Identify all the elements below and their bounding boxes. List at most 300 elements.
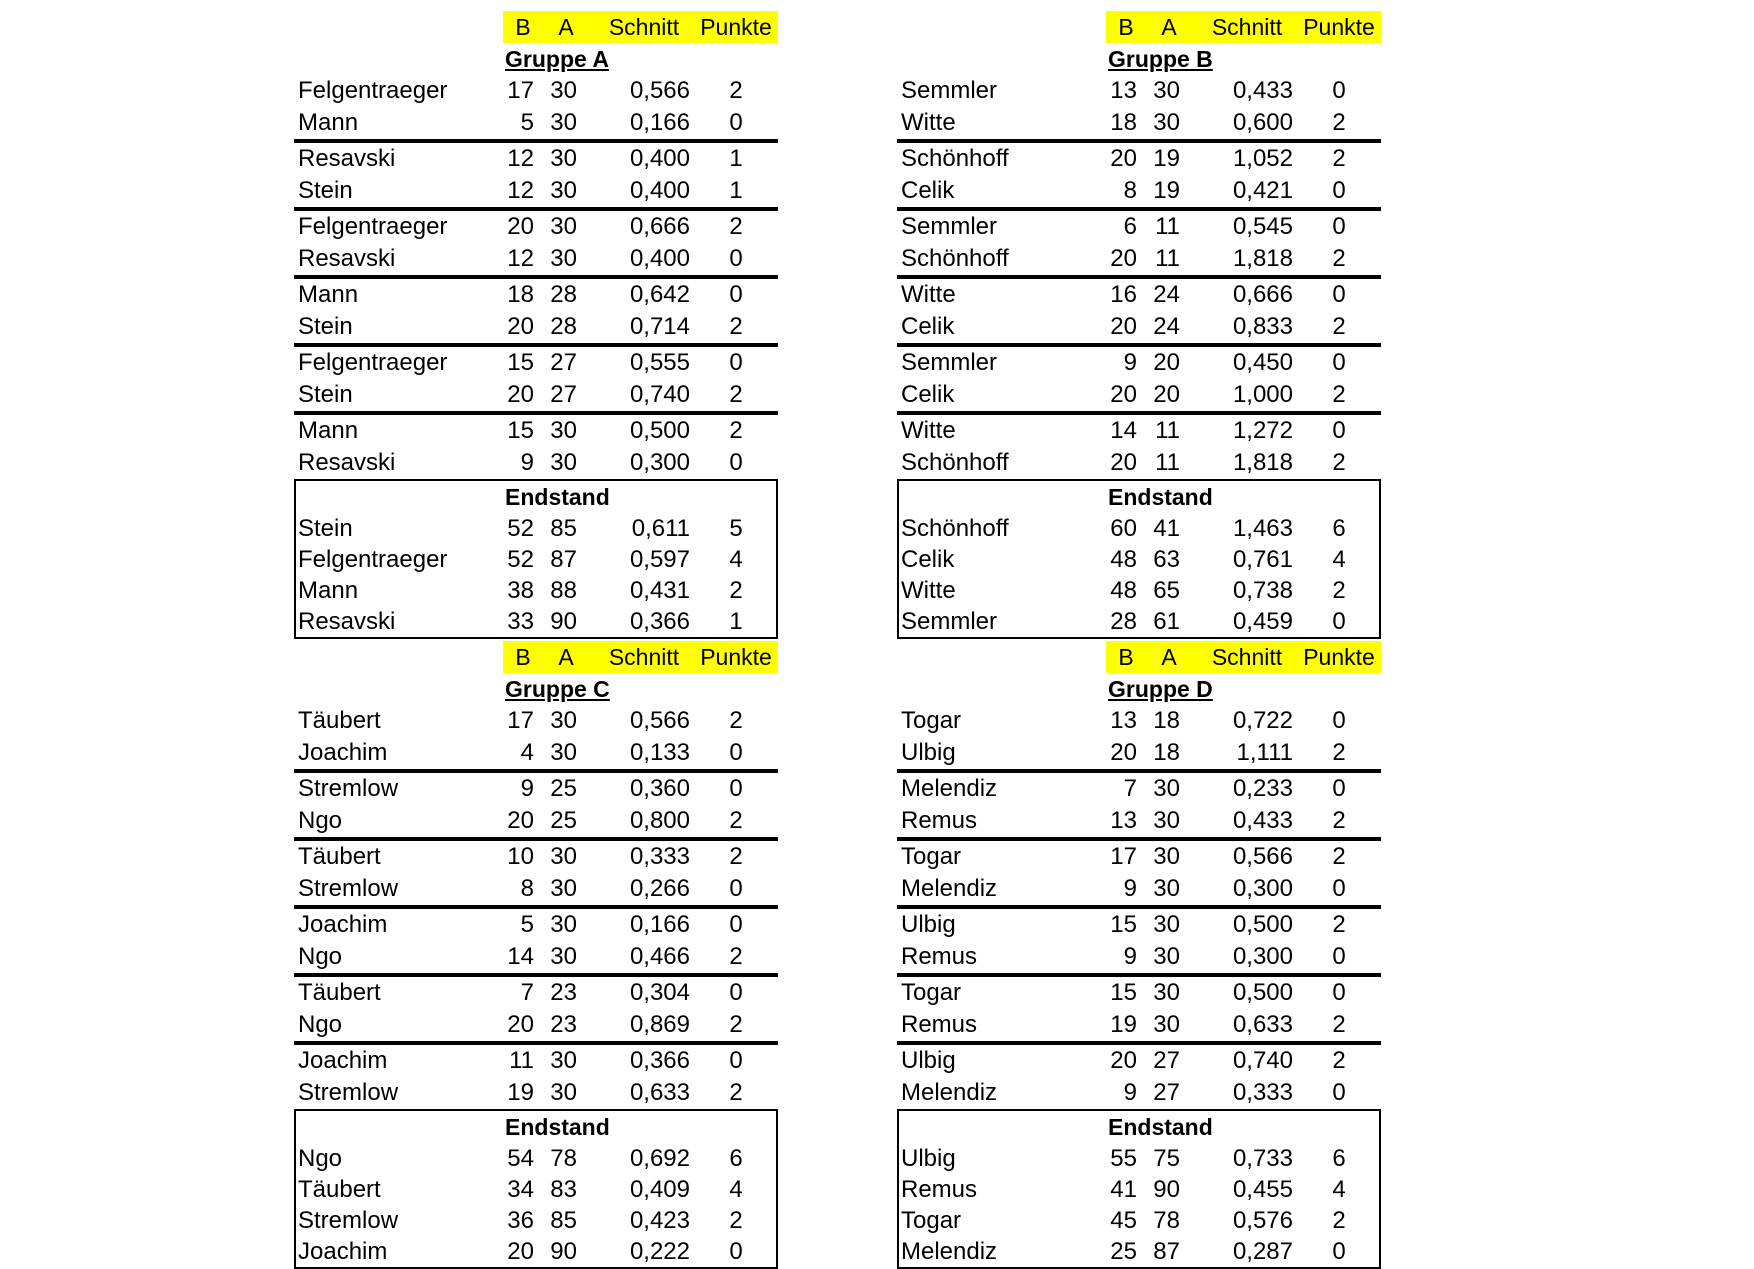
group-title	[294, 673, 778, 705]
a-value: 30	[550, 875, 577, 902]
punkte-value: 0	[1332, 281, 1346, 308]
table-row	[897, 107, 1381, 139]
punkte-value: 0	[729, 979, 743, 1006]
schnitt-value: 0,761	[1232, 546, 1293, 573]
schnitt-value: 0,233	[1232, 775, 1293, 802]
header-schnitt: Schnitt	[1211, 644, 1283, 670]
punkte-value: 2	[1332, 145, 1346, 172]
player-name: Ngo	[298, 807, 343, 834]
b-value: 28	[1110, 608, 1137, 635]
player-name: Mann	[298, 577, 359, 604]
player-name: Schönhoff	[901, 449, 1009, 476]
punkte-value: 2	[1332, 449, 1346, 476]
punkte-value: 2	[1332, 313, 1346, 340]
schnitt-value: 0,800	[629, 807, 690, 834]
match-block	[897, 909, 1381, 977]
a-value: 30	[550, 739, 577, 766]
punkte-value: 0	[1332, 707, 1346, 734]
match-block	[897, 143, 1381, 211]
b-value: 60	[1110, 515, 1137, 542]
a-value: 30	[1153, 1011, 1180, 1038]
table-row	[294, 415, 778, 447]
match-block	[294, 773, 778, 841]
match-block	[294, 347, 778, 415]
b-value: 20	[1110, 381, 1137, 408]
b-value: 55	[1110, 1145, 1137, 1172]
match-block	[294, 211, 778, 279]
punkte-value: 2	[1332, 911, 1346, 938]
schnitt-value: 0,287	[1232, 1238, 1293, 1265]
b-value: 9	[1123, 1079, 1137, 1106]
table-row	[897, 447, 1381, 479]
table-row	[899, 1143, 1379, 1174]
player-name: Stremlow	[298, 875, 399, 902]
schnitt-value: 0,733	[1232, 1145, 1293, 1172]
punkte-value: 2	[729, 1079, 743, 1106]
table-row	[897, 75, 1381, 107]
b-value: 9	[1123, 943, 1137, 970]
match-block	[897, 705, 1381, 773]
punkte-value: 0	[1332, 775, 1346, 802]
punkte-value: 0	[729, 245, 743, 272]
punkte-value: 0	[729, 739, 743, 766]
player-name: Witte	[901, 281, 956, 308]
table-row	[897, 941, 1381, 973]
schnitt-value: 0,833	[1232, 313, 1293, 340]
punkte-value: 0	[729, 911, 743, 938]
schnitt-value: 1,818	[1232, 245, 1293, 272]
a-value: 24	[1153, 313, 1180, 340]
schnitt-value: 0,300	[1232, 875, 1293, 902]
table-row	[294, 841, 778, 873]
table-row	[897, 1045, 1381, 1077]
punkte-value: 2	[729, 417, 743, 444]
schnitt-value: 0,333	[629, 843, 690, 870]
player-name: Ngo	[298, 1145, 343, 1172]
schnitt-value: 0,459	[1232, 608, 1293, 635]
player-name: Täubert	[298, 1176, 381, 1203]
a-value: 90	[1153, 1176, 1180, 1203]
schnitt-value: 0,166	[629, 109, 690, 136]
punkte-value: 2	[1332, 109, 1346, 136]
a-value: 30	[1153, 911, 1180, 938]
a-value: 87	[550, 546, 577, 573]
match-block	[897, 841, 1381, 909]
a-value: 61	[1153, 608, 1180, 635]
table-row	[897, 243, 1381, 275]
header-b: B	[1118, 644, 1134, 670]
punkte-value: 2	[1332, 739, 1346, 766]
b-value: 34	[507, 1176, 534, 1203]
a-value: 30	[550, 77, 577, 104]
a-value: 30	[550, 707, 577, 734]
b-value: 19	[1110, 1011, 1137, 1038]
b-value: 13	[1110, 77, 1137, 104]
a-value: 30	[1153, 843, 1180, 870]
punkte-value: 0	[729, 349, 743, 376]
punkte-value: 0	[1332, 979, 1346, 1006]
schnitt-value: 0,566	[1232, 843, 1293, 870]
player-name: Melendiz	[901, 1238, 998, 1265]
player-name: Melendiz	[901, 875, 998, 902]
table-row	[897, 143, 1381, 175]
table-row	[294, 279, 778, 311]
punkte-value: 6	[1332, 515, 1346, 542]
table-row	[294, 1077, 778, 1109]
b-value: 36	[507, 1207, 534, 1234]
b-value: 8	[520, 875, 534, 902]
b-value: 19	[507, 1079, 534, 1106]
b-value: 20	[1110, 145, 1137, 172]
player-name: Celik	[901, 177, 955, 204]
table-row	[294, 311, 778, 343]
player-name: Täubert	[298, 979, 381, 1006]
a-value: 65	[1153, 577, 1180, 604]
a-value: 30	[550, 843, 577, 870]
match-list	[897, 75, 1381, 479]
schnitt-value: 0,366	[629, 1047, 690, 1074]
b-value: 33	[507, 608, 534, 635]
schnitt-value: 0,722	[1232, 707, 1293, 734]
match-list	[897, 705, 1381, 1109]
match-block	[897, 347, 1381, 415]
table-row	[294, 1045, 778, 1077]
group-title	[897, 673, 1381, 705]
header-punkte: Punkte	[700, 14, 772, 40]
b-value: 20	[507, 313, 534, 340]
schnitt-value: 1,052	[1232, 145, 1293, 172]
player-name: Felgentraeger	[298, 349, 448, 376]
a-value: 19	[1153, 177, 1180, 204]
b-value: 7	[1123, 775, 1137, 802]
b-value: 20	[1110, 313, 1137, 340]
a-value: 20	[1153, 381, 1180, 408]
b-value: 41	[1110, 1176, 1137, 1203]
a-value: 85	[550, 515, 577, 542]
table-row	[897, 705, 1381, 737]
header-b: B	[515, 644, 531, 670]
group-a-section	[294, 11, 778, 639]
punkte-value: 2	[1332, 1207, 1346, 1234]
group-c-section	[294, 641, 778, 1269]
table-row	[296, 1205, 776, 1236]
b-value: 20	[507, 381, 534, 408]
match-list	[294, 705, 778, 1109]
schnitt-value: 1,000	[1232, 381, 1293, 408]
a-value: 19	[1153, 145, 1180, 172]
player-name: Witte	[901, 417, 956, 444]
schnitt-value: 0,692	[629, 1145, 690, 1172]
b-value: 48	[1110, 546, 1137, 573]
a-value: 30	[550, 943, 577, 970]
punkte-value: 2	[729, 807, 743, 834]
punkte-value: 2	[729, 943, 743, 970]
group-title-text: Gruppe A	[505, 46, 609, 72]
a-value: 88	[550, 577, 577, 604]
b-value: 18	[507, 281, 534, 308]
a-value: 27	[1153, 1047, 1180, 1074]
table-row	[294, 737, 778, 769]
header-a: A	[558, 644, 574, 670]
table-row	[294, 773, 778, 805]
match-block	[897, 75, 1381, 143]
punkte-value: 2	[729, 843, 743, 870]
a-value: 30	[1153, 875, 1180, 902]
punkte-value: 0	[1332, 1079, 1346, 1106]
a-value: 30	[550, 417, 577, 444]
b-value: 9	[1123, 349, 1137, 376]
table-row	[294, 705, 778, 737]
table-row	[897, 347, 1381, 379]
schnitt-value: 0,740	[1232, 1047, 1293, 1074]
column-header	[294, 641, 778, 673]
player-name: Remus	[901, 1176, 978, 1203]
player-name: Togar	[901, 1207, 962, 1234]
group-title	[294, 43, 778, 75]
a-value: 30	[1153, 109, 1180, 136]
schnitt-value: 0,566	[629, 77, 690, 104]
group-title	[897, 43, 1381, 75]
player-name: Celik	[901, 546, 955, 573]
table-row	[296, 575, 776, 606]
match-block	[897, 773, 1381, 841]
schnitt-value: 0,642	[629, 281, 690, 308]
player-name: Felgentraeger	[298, 546, 448, 573]
a-value: 30	[1153, 943, 1180, 970]
punkte-value: 0	[729, 449, 743, 476]
schnitt-value: 0,466	[629, 943, 690, 970]
player-name: Stein	[298, 313, 353, 340]
b-value: 10	[507, 843, 534, 870]
a-value: 41	[1153, 515, 1180, 542]
table-row	[294, 805, 778, 837]
player-name: Felgentraeger	[298, 213, 448, 240]
table-row	[897, 737, 1381, 769]
player-name: Togar	[901, 707, 962, 734]
player-name: Mann	[298, 417, 359, 444]
schnitt-value: 0,738	[1232, 577, 1293, 604]
b-value: 11	[509, 1047, 534, 1074]
schnitt-value: 0,433	[1232, 807, 1293, 834]
a-value: 83	[550, 1176, 577, 1203]
schnitt-value: 0,400	[629, 245, 690, 272]
header-schnitt: Schnitt	[608, 14, 680, 40]
table-row	[296, 544, 776, 575]
b-value: 12	[507, 177, 534, 204]
b-value: 17	[507, 77, 534, 104]
player-name: Schönhoff	[901, 245, 1009, 272]
player-name: Mann	[298, 109, 359, 136]
a-value: 25	[550, 807, 577, 834]
punkte-value: 2	[1332, 1011, 1346, 1038]
a-value: 30	[550, 911, 577, 938]
player-name: Ngo	[298, 943, 343, 970]
a-value: 27	[550, 349, 577, 376]
punkte-value: 0	[729, 1238, 743, 1265]
table-row	[899, 544, 1379, 575]
table-row	[899, 1174, 1379, 1205]
table-row	[296, 513, 776, 544]
b-value: 5	[520, 911, 534, 938]
b-value: 9	[1123, 875, 1137, 902]
table-row	[296, 1236, 776, 1267]
b-value: 12	[507, 245, 534, 272]
a-value: 18	[1153, 707, 1180, 734]
schnitt-value: 0,266	[629, 875, 690, 902]
a-value: 30	[550, 145, 577, 172]
b-value: 17	[507, 707, 534, 734]
schnitt-value: 0,166	[629, 911, 690, 938]
schnitt-value: 0,300	[1232, 943, 1293, 970]
match-block	[897, 279, 1381, 347]
player-name: Stein	[298, 177, 353, 204]
punkte-value: 2	[1332, 245, 1346, 272]
punkte-value: 0	[1332, 943, 1346, 970]
table-row	[899, 1205, 1379, 1236]
table-row	[897, 805, 1381, 837]
schnitt-value: 0,869	[629, 1011, 690, 1038]
table-row	[294, 175, 778, 207]
a-value: 11	[1155, 449, 1180, 476]
table-row	[294, 75, 778, 107]
punkte-value: 0	[1332, 349, 1346, 376]
header-a: A	[1161, 14, 1177, 40]
schnitt-value: 0,611	[631, 515, 690, 542]
a-value: 30	[550, 449, 577, 476]
table-row	[897, 279, 1381, 311]
header-punkte: Punkte	[1303, 644, 1375, 670]
table-row	[897, 977, 1381, 1009]
header-a: A	[558, 14, 574, 40]
punkte-value: 2	[729, 577, 743, 604]
match-block	[294, 705, 778, 773]
table-row	[294, 379, 778, 411]
b-value: 9	[520, 449, 534, 476]
a-value: 78	[550, 1145, 577, 1172]
standings-title	[899, 481, 1379, 513]
header-schnitt: Schnitt	[1211, 14, 1283, 40]
b-value: 12	[507, 145, 534, 172]
table-row	[899, 575, 1379, 606]
punkte-value: 0	[729, 775, 743, 802]
group-title-text: Gruppe B	[1108, 46, 1213, 72]
punkte-value: 0	[729, 875, 743, 902]
table-row	[294, 909, 778, 941]
punkte-value: 0	[1332, 608, 1346, 635]
header-a: A	[1161, 644, 1177, 670]
b-value: 45	[1110, 1207, 1137, 1234]
player-name: Ulbig	[901, 739, 956, 766]
schnitt-value: 0,714	[629, 313, 690, 340]
a-value: 18	[1153, 739, 1180, 766]
punkte-value: 2	[729, 1207, 743, 1234]
a-value: 90	[550, 1238, 577, 1265]
table-row	[294, 211, 778, 243]
group-d-section	[897, 641, 1381, 1269]
punkte-value: 0	[1332, 875, 1346, 902]
player-name: Celik	[901, 313, 955, 340]
b-value: 9	[520, 775, 534, 802]
schnitt-value: 0,600	[1232, 109, 1293, 136]
a-value: 30	[550, 177, 577, 204]
player-name: Täubert	[298, 843, 381, 870]
player-name: Stein	[298, 381, 353, 408]
a-value: 11	[1155, 213, 1180, 240]
punkte-value: 4	[1332, 1176, 1346, 1203]
schnitt-value: 0,666	[629, 213, 690, 240]
schnitt-value: 0,423	[629, 1207, 690, 1234]
match-block	[897, 211, 1381, 279]
b-value: 25	[1110, 1238, 1137, 1265]
schnitt-value: 0,400	[629, 145, 690, 172]
punkte-value: 2	[729, 77, 743, 104]
player-name: Stein	[298, 515, 353, 542]
a-value: 27	[1153, 1079, 1180, 1106]
player-name: Resavski	[298, 145, 396, 172]
match-block	[294, 977, 778, 1045]
table-row	[897, 311, 1381, 343]
schnitt-value: 0,431	[629, 577, 690, 604]
schnitt-value: 0,666	[1232, 281, 1293, 308]
schnitt-value: 0,222	[629, 1238, 690, 1265]
b-value: 20	[1110, 449, 1137, 476]
a-value: 90	[550, 608, 577, 635]
table-row	[897, 379, 1381, 411]
column-header	[294, 11, 778, 43]
table-row	[294, 447, 778, 479]
match-block	[294, 1045, 778, 1109]
a-value: 63	[1153, 546, 1180, 573]
a-value: 30	[550, 245, 577, 272]
schnitt-value: 0,400	[629, 177, 690, 204]
a-value: 30	[550, 109, 577, 136]
player-name: Witte	[901, 577, 956, 604]
match-block	[294, 279, 778, 347]
player-name: Joachim	[298, 1047, 388, 1074]
schnitt-value: 0,545	[1232, 213, 1293, 240]
schnitt-value: 1,272	[1232, 417, 1293, 444]
player-name: Joachim	[298, 739, 388, 766]
standings-title-text: Endstand	[505, 484, 610, 510]
a-value: 20	[1153, 349, 1180, 376]
player-name: Remus	[901, 1011, 978, 1038]
table-row	[294, 243, 778, 275]
b-value: 20	[1110, 739, 1137, 766]
schnitt-value: 0,433	[1232, 77, 1293, 104]
column-header	[897, 641, 1381, 673]
b-value: 38	[507, 577, 534, 604]
punkte-value: 0	[1332, 1238, 1346, 1265]
match-block	[294, 415, 778, 479]
a-value: 85	[550, 1207, 577, 1234]
punkte-value: 0	[1332, 213, 1346, 240]
player-name: Resavski	[298, 608, 396, 635]
b-value: 7	[520, 979, 534, 1006]
a-value: 23	[550, 979, 577, 1006]
table-row	[294, 347, 778, 379]
player-name: Felgentraeger	[298, 77, 448, 104]
b-value: 20	[507, 213, 534, 240]
table-row	[897, 773, 1381, 805]
schnitt-value: 0,555	[629, 349, 690, 376]
table-row	[897, 175, 1381, 207]
group-title-text: Gruppe D	[1108, 676, 1213, 702]
b-value: 15	[507, 349, 534, 376]
punkte-value: 2	[1332, 1047, 1346, 1074]
punkte-value: 2	[729, 707, 743, 734]
a-value: 11	[1155, 245, 1180, 272]
player-name: Schönhoff	[901, 515, 1009, 542]
